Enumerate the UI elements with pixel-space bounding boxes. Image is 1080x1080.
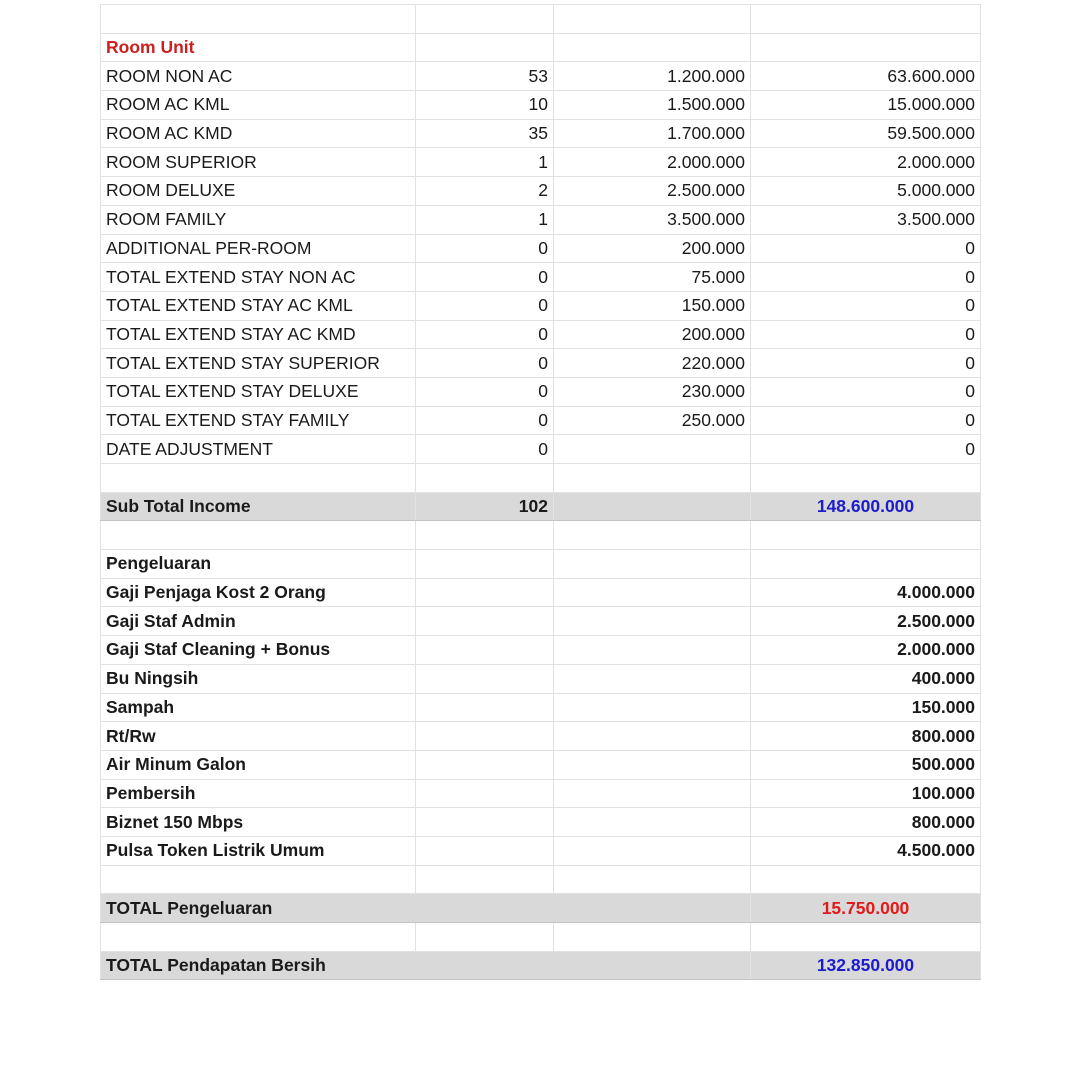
income-item-price[interactable]: 150.000: [554, 291, 751, 320]
income-section-title[interactable]: Room Unit: [101, 33, 416, 62]
expense-item-amount[interactable]: 150.000: [751, 693, 981, 722]
income-item-total[interactable]: 0: [751, 320, 981, 349]
cell[interactable]: [416, 5, 554, 34]
expense-row: [101, 578, 981, 607]
expense-row: [101, 607, 981, 636]
income-item-total[interactable]: 59.500.000: [751, 119, 981, 148]
income-row: [101, 148, 981, 177]
cell[interactable]: [751, 923, 981, 952]
blank-row: [101, 5, 981, 34]
cell[interactable]: [554, 808, 751, 837]
report-table: [100, 4, 981, 980]
income-item-qty[interactable]: 0: [416, 349, 554, 378]
income-item-qty[interactable]: 35: [416, 119, 554, 148]
cell[interactable]: [416, 33, 554, 62]
expense-item-label[interactable]: Pembersih: [101, 779, 416, 808]
expense-row: [101, 722, 981, 751]
total-expense-label[interactable]: TOTAL Pengeluaran: [101, 894, 751, 923]
income-item-label[interactable]: ROOM DELUXE: [101, 177, 416, 206]
income-item-price[interactable]: 1.200.000: [554, 62, 751, 91]
subtotal-income-qty[interactable]: 102: [416, 492, 554, 521]
income-row: [101, 234, 981, 263]
cell[interactable]: [751, 464, 981, 493]
cell[interactable]: [416, 607, 554, 636]
income-item-label[interactable]: TOTAL EXTEND STAY FAMILY: [101, 406, 416, 435]
income-item-label[interactable]: TOTAL EXTEND STAY AC KML: [101, 291, 416, 320]
cell[interactable]: [101, 923, 416, 952]
income-item-total[interactable]: 0: [751, 377, 981, 406]
cell[interactable]: [751, 865, 981, 894]
expense-item-amount[interactable]: 400.000: [751, 664, 981, 693]
expense-row: [101, 693, 981, 722]
income-item-total[interactable]: 5.000.000: [751, 177, 981, 206]
income-item-qty[interactable]: 0: [416, 406, 554, 435]
cell[interactable]: [554, 750, 751, 779]
cell[interactable]: [416, 578, 554, 607]
income-item-price[interactable]: 1.700.000: [554, 119, 751, 148]
income-item-qty[interactable]: 10: [416, 91, 554, 120]
cell[interactable]: [554, 836, 751, 865]
cell[interactable]: [416, 464, 554, 493]
expense-item-amount[interactable]: 2.500.000: [751, 607, 981, 636]
cell[interactable]: [554, 464, 751, 493]
cell[interactable]: [416, 923, 554, 952]
cell[interactable]: [751, 5, 981, 34]
expense-row: [101, 750, 981, 779]
expense-item-label[interactable]: Air Minum Galon: [101, 750, 416, 779]
cell[interactable]: [416, 693, 554, 722]
income-item-price[interactable]: 250.000: [554, 406, 751, 435]
income-item-total[interactable]: 0: [751, 234, 981, 263]
income-item-total[interactable]: 63.600.000: [751, 62, 981, 91]
cell[interactable]: [554, 779, 751, 808]
blank-row: [101, 865, 981, 894]
expense-item-amount[interactable]: 100.000: [751, 779, 981, 808]
income-item-qty[interactable]: 2: [416, 177, 554, 206]
income-item-label[interactable]: ADDITIONAL PER-ROOM: [101, 234, 416, 263]
expense-row: [101, 664, 981, 693]
cell[interactable]: [416, 722, 554, 751]
expense-item-label[interactable]: Gaji Staf Cleaning + Bonus: [101, 636, 416, 665]
cell[interactable]: [554, 521, 751, 550]
income-item-label[interactable]: TOTAL EXTEND STAY NON AC: [101, 263, 416, 292]
income-row: [101, 205, 981, 234]
cell[interactable]: [416, 779, 554, 808]
income-item-qty[interactable]: 0: [416, 263, 554, 292]
income-row: [101, 119, 981, 148]
income-item-qty[interactable]: 0: [416, 234, 554, 263]
expense-item-label[interactable]: Rt/Rw: [101, 722, 416, 751]
income-row: [101, 91, 981, 120]
cell[interactable]: [751, 521, 981, 550]
expense-row: [101, 636, 981, 665]
income-item-total[interactable]: 3.500.000: [751, 205, 981, 234]
cell[interactable]: [416, 750, 554, 779]
income-item-qty[interactable]: 0: [416, 291, 554, 320]
expense-row: [101, 779, 981, 808]
cell[interactable]: [416, 521, 554, 550]
expense-row: [101, 836, 981, 865]
expense-item-label[interactable]: Sampah: [101, 693, 416, 722]
subtotal-income-total[interactable]: 148.600.000: [751, 492, 981, 521]
cell[interactable]: [416, 550, 554, 579]
income-row: [101, 377, 981, 406]
cell[interactable]: [554, 578, 751, 607]
income-item-total[interactable]: 15.000.000: [751, 91, 981, 120]
income-item-price[interactable]: 2.000.000: [554, 148, 751, 177]
expense-item-amount[interactable]: 4.000.000: [751, 578, 981, 607]
income-row: [101, 263, 981, 292]
net-income-amount[interactable]: 132.850.000: [751, 951, 981, 980]
income-item-price[interactable]: [554, 435, 751, 464]
income-item-label[interactable]: ROOM FAMILY: [101, 205, 416, 234]
cell[interactable]: [101, 865, 416, 894]
cell[interactable]: [101, 521, 416, 550]
income-item-total[interactable]: 0: [751, 435, 981, 464]
expense-item-amount[interactable]: 800.000: [751, 808, 981, 837]
income-item-price[interactable]: 2.500.000: [554, 177, 751, 206]
subtotal-income-label[interactable]: Sub Total Income: [101, 492, 416, 521]
income-item-qty[interactable]: 0: [416, 435, 554, 464]
income-item-qty[interactable]: 0: [416, 320, 554, 349]
income-item-label[interactable]: ROOM AC KMD: [101, 119, 416, 148]
cell[interactable]: [554, 607, 751, 636]
income-item-qty[interactable]: 1: [416, 205, 554, 234]
cell[interactable]: [101, 5, 416, 34]
income-section-header-row: [101, 33, 981, 62]
expense-item-label[interactable]: Gaji Staf Admin: [101, 607, 416, 636]
income-item-price[interactable]: 75.000: [554, 263, 751, 292]
income-row: [101, 435, 981, 464]
income-item-total[interactable]: 0: [751, 263, 981, 292]
cell[interactable]: [416, 636, 554, 665]
income-item-price[interactable]: 1.500.000: [554, 91, 751, 120]
cell[interactable]: [751, 33, 981, 62]
expense-item-label[interactable]: Biznet 150 Mbps: [101, 808, 416, 837]
income-item-label[interactable]: ROOM NON AC: [101, 62, 416, 91]
income-item-total[interactable]: 0: [751, 406, 981, 435]
cell[interactable]: [554, 865, 751, 894]
expense-item-amount[interactable]: 800.000: [751, 722, 981, 751]
income-item-price[interactable]: 200.000: [554, 320, 751, 349]
income-row: [101, 62, 981, 91]
blank-row: [101, 923, 981, 952]
total-expense-row: [101, 894, 981, 923]
income-row: [101, 291, 981, 320]
net-income-row: [101, 951, 981, 980]
expense-row: [101, 808, 981, 837]
cell[interactable]: [554, 664, 751, 693]
cell[interactable]: [554, 550, 751, 579]
expense-section-header-row: [101, 550, 981, 579]
cell[interactable]: [554, 33, 751, 62]
income-item-label[interactable]: TOTAL EXTEND STAY AC KMD: [101, 320, 416, 349]
expense-item-label[interactable]: Gaji Penjaga Kost 2 Orang: [101, 578, 416, 607]
income-item-price[interactable]: 230.000: [554, 377, 751, 406]
expense-item-amount[interactable]: 500.000: [751, 750, 981, 779]
income-row: [101, 177, 981, 206]
cell[interactable]: [554, 5, 751, 34]
income-item-label[interactable]: ROOM AC KML: [101, 91, 416, 120]
net-income-label[interactable]: TOTAL Pendapatan Bersih: [101, 951, 751, 980]
cell[interactable]: [416, 808, 554, 837]
income-item-qty[interactable]: 53: [416, 62, 554, 91]
cell[interactable]: [554, 693, 751, 722]
income-item-price[interactable]: 3.500.000: [554, 205, 751, 234]
income-item-label[interactable]: DATE ADJUSTMENT: [101, 435, 416, 464]
expense-item-amount[interactable]: 4.500.000: [751, 836, 981, 865]
income-item-qty[interactable]: 0: [416, 377, 554, 406]
cell[interactable]: [416, 664, 554, 693]
income-row: [101, 349, 981, 378]
income-row: [101, 406, 981, 435]
blank-row: [101, 521, 981, 550]
expense-item-amount[interactable]: 2.000.000: [751, 636, 981, 665]
income-item-price[interactable]: 220.000: [554, 349, 751, 378]
subtotal-income-row: [101, 492, 981, 521]
expense-section-title[interactable]: Pengeluaran: [101, 550, 416, 579]
expense-item-label[interactable]: Bu Ningsih: [101, 664, 416, 693]
income-item-qty[interactable]: 1: [416, 148, 554, 177]
income-item-label[interactable]: ROOM SUPERIOR: [101, 148, 416, 177]
cell[interactable]: [554, 923, 751, 952]
income-item-label[interactable]: TOTAL EXTEND STAY DELUXE: [101, 377, 416, 406]
cell[interactable]: [101, 464, 416, 493]
cell[interactable]: [554, 722, 751, 751]
cell[interactable]: [751, 550, 981, 579]
income-item-total[interactable]: 0: [751, 349, 981, 378]
total-expense-amount[interactable]: 15.750.000: [751, 894, 981, 923]
cell[interactable]: [554, 636, 751, 665]
blank-row: [101, 464, 981, 493]
income-item-total[interactable]: 2.000.000: [751, 148, 981, 177]
expense-item-label[interactable]: Pulsa Token Listrik Umum: [101, 836, 416, 865]
income-row: [101, 320, 981, 349]
cell[interactable]: [554, 492, 751, 521]
income-item-label[interactable]: TOTAL EXTEND STAY SUPERIOR: [101, 349, 416, 378]
cell[interactable]: [416, 865, 554, 894]
income-item-price[interactable]: 200.000: [554, 234, 751, 263]
cell[interactable]: [416, 836, 554, 865]
income-item-total[interactable]: 0: [751, 291, 981, 320]
